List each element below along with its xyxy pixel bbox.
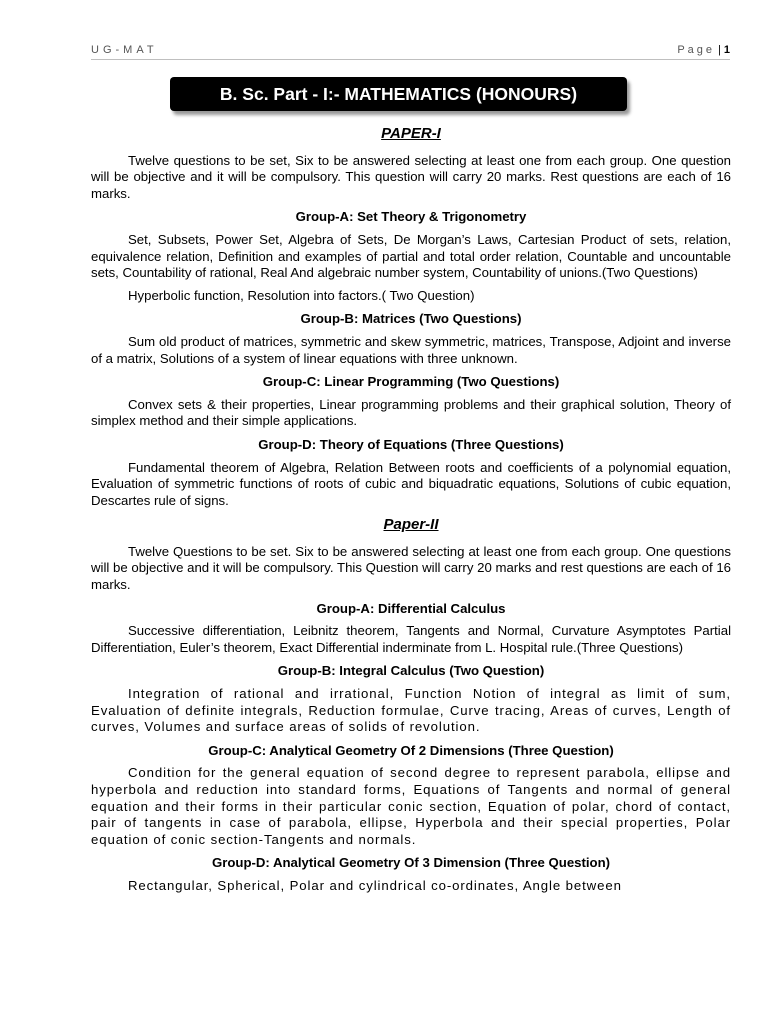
paper-1-group-c-title: Group-C: Linear Programming (Two Questions) [262,374,560,390]
paper-2-group-c-text: Condition for the general equation of second degree to represent parabola, ellipse and hyperbola and reduction into standard forms, Equations of Tangents and normal of general equation and their forms in their particular conic section, Equation of polar, chord of contact, pair of tangents in case of parabola, ellipse, Hyperbola and their special properties, Polar equation of conic section-Tangents and normals. [91,765,731,847]
document-title: B. Sc. Part - I:- MATHEMATICS (HONOURS) [170,77,627,111]
paper-2-heading: Paper-II [383,516,439,534]
paper-1-intro: Twelve questions to be set, Six to be answered selecting at least one from each group. One question will be objective and it will be compulsory. This question will carry 20 marks. Rest questions are each of 16 marks. [91,152,731,201]
paper-1-group-d-text: Fundamental theorem of Algebra, Relation Between roots and coefficients of a polynomial equation, Evaluation of symmetric functions of roots of cubic and biquadratic equations, Solutions of cubic equation, Descartes rule of signs. [91,459,731,508]
header-title: UG-MAT [91,44,158,56]
paper-2-group-a-text: Successive differentiation, Leibnitz theorem, Tangents and Normal, Curvature Asymptotes Partial Differentiation, Euler’s theorem, Exact Differential inderminate from L. Hospital rule.(Three Questions) [91,623,731,655]
page-separator: | [718,44,721,56]
paper-1-heading: PAPER-I [381,125,441,142]
paper-2-group-b-text: Integration of rational and irrational, Function Notion of integral as limit of sum, Evaluation of definite integrals, Reduction formulae, Curve tracing, Areas of curves, Length of curves, Volumes and surface areas of solids of revolution. [91,686,731,735]
paper-2-group-c-title: Group-C: Analytical Geometry Of 2 Dimensions (Three Question) [208,742,614,758]
document-body [91,126,731,895]
paper-1-group-d-title: Group-D: Theory of Equations (Three Questions) [258,436,564,452]
page-header [91,44,730,60]
paper-1-group-a-text: Set, Subsets, Power Set, Algebra of Sets, De Morgan’s Laws, Cartesian Product of sets, relation, equivalence relation, Definition and examples of partial and total order relation, Countable and uncountable sets, Countability of rational, Real And algebraic number system, Countability of unions.(Two Questions) [91,231,731,281]
page-num: 1 [723,44,730,56]
paper-1-group-a-text2: Hyperbolic function, Resolution into factors.( Two Question) [128,287,475,303]
paper-2-group-a-title: Group-A: Differential Calculus [316,600,506,616]
paper-1-group-a-title: Group-A: Set Theory & Trigonometry [295,209,527,225]
paper-2-group-b-title: Group-B: Integral Calculus (Two Question) [277,663,545,679]
paper-2-group-d-title: Group-D: Analytical Geometry Of 3 Dimension (Three Question) [211,855,611,871]
paper-1-group-b-title: Group-B: Matrices (Two Questions) [300,311,522,327]
page-number [677,44,730,56]
page-word: Page [677,44,716,56]
paper-2-intro: Twelve Questions to be set. Six to be answered selecting at least one from each group. One questions will be objective and it will be compulsory. This Question will carry 20 marks and rest questions are each of 16 marks. [91,543,731,593]
paper-1-group-c-text: Convex sets & their properties, Linear programming problems and their graphical solution, Theory of simplex method and their simple applications. [91,396,731,429]
paper-2-group-d-text: Rectangular, Spherical, Polar and cylindrical co-ordinates, Angle between [128,877,622,893]
paper-1-group-b-text: Sum old product of matrices, symmetric and skew symmetric, matrices, Transpose, Adjoint and inverse of a matrix, Solutions of a system of linear equations with three unknown. [91,333,731,366]
